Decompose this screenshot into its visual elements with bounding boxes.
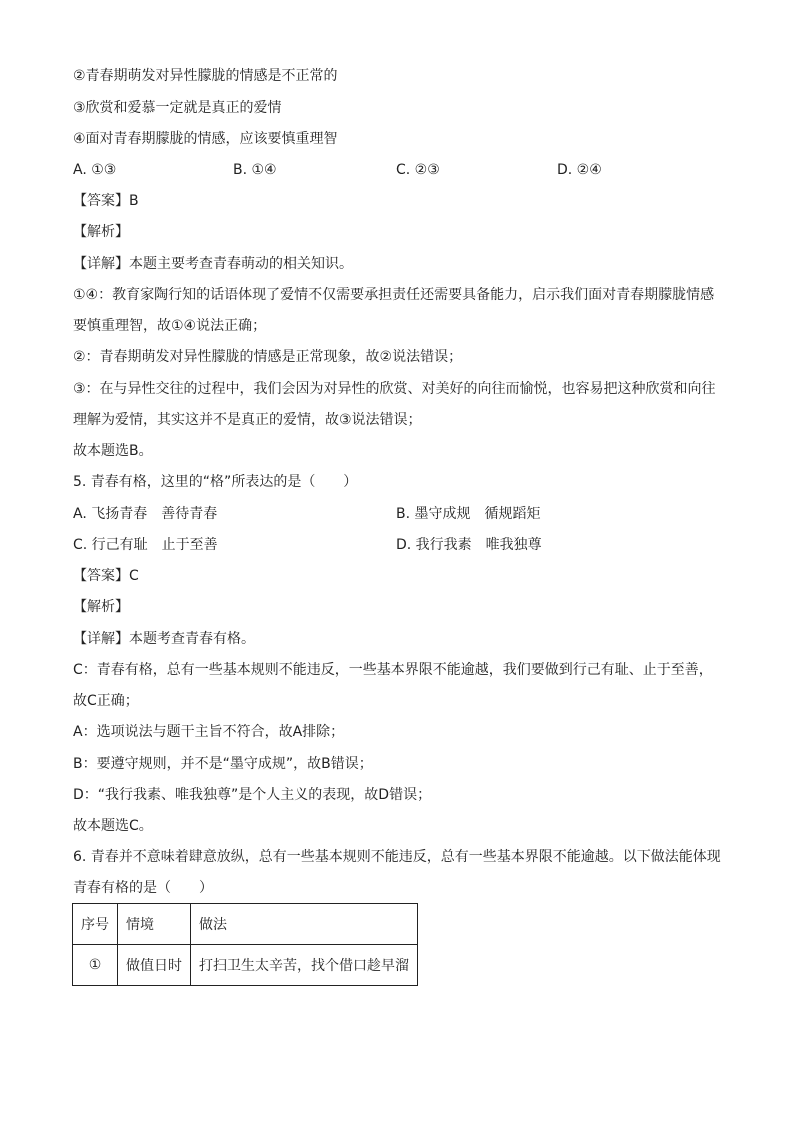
q4-answer: 【答案】B — [73, 193, 139, 209]
q4-option-c: C. ②③ — [396, 162, 440, 178]
q5-option-a: A. 飞扬青春 善待青春 — [73, 506, 218, 522]
q4-detail: 【详解】本题主要考查青春萌动的相关知识。 — [73, 256, 353, 272]
table-row — [73, 945, 418, 986]
table-header-row — [73, 904, 418, 945]
q5-option-b: B. 墨守成规 循规蹈矩 — [396, 506, 541, 522]
q4-option-b: B. ①④ — [233, 162, 277, 178]
q5-explain-line: D：“我行我素、唯我独尊”是个人主义的表现，故D错误； — [73, 787, 432, 803]
q5-explain-line: C：青春有格，总有一些基本规则不能违反，一些基本界限不能逾越，我们要做到行己有耻、止于至善， — [73, 662, 713, 678]
q5-stem: 5. 青春有格，这里的“格”所表达的是（ ） — [73, 474, 358, 490]
q4-option-a: A. ①③ — [73, 162, 117, 178]
q4-analysis-label: 【解析】 — [73, 224, 129, 240]
q5-analysis-label: 【解析】 — [73, 599, 129, 615]
q5-explain-line: 故C正确； — [73, 693, 139, 709]
q5-explain-line: A：选项说法与题干主旨不符合，故A排除； — [73, 724, 345, 740]
statement-3: ③欣赏和爱慕一定就是真正的爱情 — [73, 100, 282, 116]
q5-detail: 【详解】本题考查青春有格。 — [73, 631, 255, 647]
q4-conclusion: 故本题选B。 — [73, 443, 153, 459]
table-header-cell: 序号 — [73, 904, 118, 945]
q5-option-d: D. 我行我素 唯我独尊 — [396, 537, 542, 553]
q5-conclusion: 故本题选C。 — [73, 818, 153, 834]
q4-explain-line: ②：青春期萌发对异性朦胧的情感是正常现象，故②说法错误； — [73, 349, 463, 365]
table-header-cell: 做法 — [191, 904, 418, 945]
table-cell: 做值日时 — [118, 945, 191, 986]
table-header-cell: 情境 — [118, 904, 191, 945]
q5-explain-line: B：要遵守规则，并不是“墨守成规”，故B错误； — [73, 756, 373, 772]
q4-explain-line: 理解为爱情，其实这并不是真正的爱情，故③说法错误； — [73, 412, 422, 428]
q6-stem-line: 青春有格的是（ ） — [73, 880, 213, 896]
q4-explain-line: 要慎重理智，故①④说法正确； — [73, 318, 267, 334]
q4-explain-line: ①④：教育家陶行知的话语体现了爱情不仅需要承担责任还需要具备能力，启示我们面对青春期朦胧情感 — [73, 287, 715, 303]
table-cell: ① — [73, 945, 118, 986]
q5-answer: 【答案】C — [73, 568, 139, 584]
scenario-table — [72, 903, 418, 986]
table-cell: 打扫卫生太辛苦，找个借口趁早溜 — [191, 945, 418, 986]
q4-option-d: D. ②④ — [557, 162, 602, 178]
statement-2: ②青春期萌发对异性朦胧的情感是不正常的 — [73, 68, 338, 84]
q4-explain-line: ③：在与异性交往的过程中，我们会因为对异性的欣赏、对美好的向往而愉悦，也容易把这种欣赏和向往 — [73, 381, 716, 397]
q6-stem-line: 6. 青春并不意味着肆意放纵，总有一些基本规则不能违反，总有一些基本界限不能逾越。以下做法能体现 — [73, 849, 721, 865]
statement-4: ④面对青春期朦胧的情感，应该要慎重理智 — [73, 131, 338, 147]
q5-option-c: C. 行己有耻 止于至善 — [73, 537, 218, 553]
